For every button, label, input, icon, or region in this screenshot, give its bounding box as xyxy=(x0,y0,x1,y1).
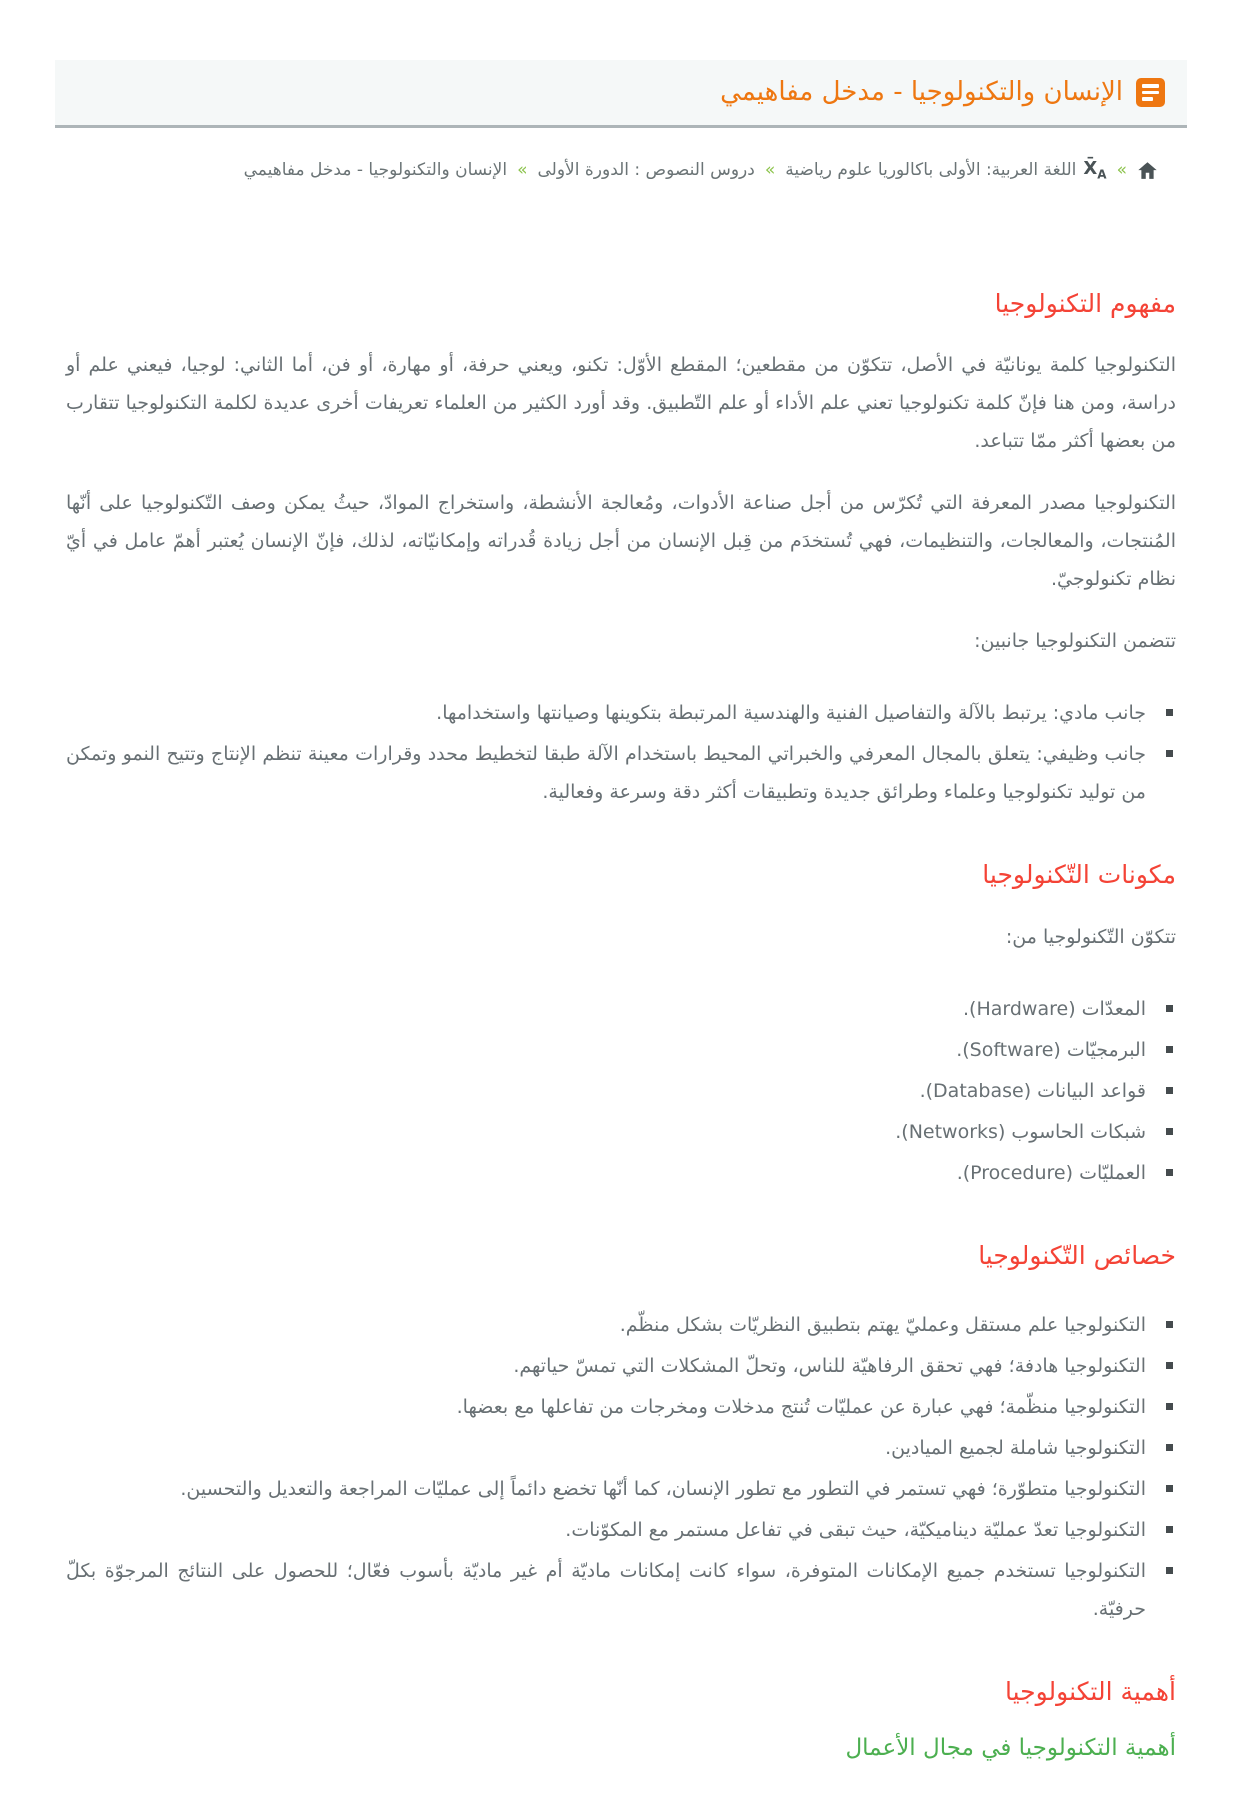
article-list-icon xyxy=(1136,78,1165,107)
list-item: التكنولوجيا منظّمة؛ فهي عبارة عن عمليّات تُنتج مدخلات ومخرجات من تفاعلها مع بعضها. xyxy=(66,1388,1176,1426)
list-item: التكنولوجيا شاملة لجميع الميادين. xyxy=(66,1429,1176,1467)
article-content xyxy=(0,288,1242,1761)
list-item: المعدّات (Hardware). xyxy=(66,990,1176,1028)
list-item: قواعد البيانات (Database). xyxy=(66,1072,1176,1110)
breadcrumb-item-current: الإنسان والتكنولوجيا - مدخل مفاهيمي xyxy=(243,160,508,180)
breadcrumb xyxy=(90,158,1158,184)
paragraph: التكنولوجيا كلمة يونانيّة في الأصل، تتكوّن من مقطعين؛ المقطع الأوّل: تكنو، ويعني حرفة، أو مهارة، أو فن، أما الثاني: لوجيا، فيعني علم أو دراسة، ومن هنا فإنّ كلمة تكنولوجيا تعني علم الأداء أو علم التّطبيق. وقد أورد الكثير من العلماء تعريفات أخرى عديدة لكلمة التكنولوجيا تتقارب من بعضها أكثر ممّا تتباعد. xyxy=(66,354,1176,452)
section-importance xyxy=(66,1676,1176,1761)
components-list xyxy=(66,990,1176,1192)
list-item: التكنولوجيا علم مستقل وعمليّ يهتم بتطبيق النظريّات بشكل منظّم. xyxy=(66,1306,1176,1344)
section-components xyxy=(66,859,1176,1192)
page-title: الإنسان والتكنولوجيا - مدخل مفاهيمي xyxy=(720,76,1123,107)
list-item: التكنولوجيا تعدّ عمليّة ديناميكيّة، حيث تبقى في تفاعل مستمر مع المكوّنات. xyxy=(66,1511,1176,1549)
characteristics-list xyxy=(66,1306,1176,1628)
list-item: التكنولوجيا تستخدم جميع الإمكانات المتوفرة، سواء كانت إمكانات ماديّة أم غير ماديّة بأسوب فعّال؛ للحصول على النتائج المرجوّة بكلّ حرفيّة. xyxy=(66,1552,1176,1628)
breadcrumb-item-label: اللغة العربية: الأولى باكالوريا علوم رياضية xyxy=(785,160,1077,180)
breadcrumb-separator-icon: « xyxy=(1116,160,1127,180)
translate-icon: $X̄_A$ xyxy=(1083,158,1107,183)
list-item: البرمجيّات (Software). xyxy=(66,1031,1176,1069)
breadcrumb-separator-icon: « xyxy=(764,160,776,180)
aspects-list xyxy=(66,694,1176,811)
list-item: التكنولوجيا هادفة؛ فهي تحقق الرفاهيّة للناس، وتحلّ المشكلات التي تمسّ حياتهم. xyxy=(66,1347,1176,1385)
breadcrumb-item-language[interactable] xyxy=(785,158,1106,184)
list-item: شبكات الحاسوب (Networks). xyxy=(66,1113,1176,1151)
home-link[interactable] xyxy=(1137,160,1158,181)
section-heading-characteristics: خصائص التّكنولوجيا xyxy=(978,1240,1176,1270)
list-item: العمليّات (Procedure). xyxy=(66,1154,1176,1192)
section-heading-components: مكونات التّكنولوجيا xyxy=(982,860,1176,889)
home-icon xyxy=(1137,160,1158,181)
paragraph: تتكوّن التّكنولوجيا من: xyxy=(1005,925,1176,948)
page-header xyxy=(55,60,1187,128)
list-item: جانب مادي: يرتبط بالآلة والتفاصيل الفنية والهندسية المرتبطة بتكوينها وصيانتها واستخدامها. xyxy=(66,694,1176,732)
section-heading-importance: أهمية التكنولوجيا xyxy=(1005,1677,1176,1706)
list-item: جانب وظيفي: يتعلق بالمجال المعرفي والخبراتي المحيط باستخدام الآلة طبقا لتخطيط محدد وقرارات معينة تنظم الإنتاج وتتيح النمو وتمكن من توليد تكنولوجيا وعلماء وطرائق جديدة وتطبيقات أكثر دقة وسرعة وفعالية. xyxy=(66,735,1176,811)
section-characteristics xyxy=(66,1240,1176,1629)
breadcrumb-separator-icon: « xyxy=(517,160,528,180)
breadcrumb-item-lessons[interactable]: دروس النصوص : الدورة الأولى xyxy=(537,160,755,180)
related-article-link[interactable]: أهمية التكنولوجيا في مجال الأعمال xyxy=(845,1734,1176,1761)
list-item: التكنولوجيا متطوّرة؛ فهي تستمر في التطور مع تطور الإنسان، كما أنّها تخضع دائماً إلى عمليّات المراجعة والتعديل والتحسين. xyxy=(66,1470,1176,1508)
section-heading-concept: مفهوم التكنولوجيا xyxy=(994,288,1176,318)
page xyxy=(0,60,1242,1761)
paragraph: التكنولوجيا مصدر المعرفة التي تُكرّس من أجل صناعة الأدوات، ومُعالجة الأنشطة، واستخراج الموادّ، حيثُ يمكن وصف التّكنولوجيا على أنّها المُنتجات، والمعالجات، والتنظيمات، فهي تُستخدَم من قِبل الإنسان من أجل زيادة قُدراته وإمكانيّاته، لذلك، فإنّ الإنسان يُعتبر أهمّ عامل في أيّ نظام تكنولوجيّ. xyxy=(66,492,1176,590)
section-concept xyxy=(66,288,1176,812)
paragraph: تتضمن التكنولوجيا جانبين: xyxy=(974,630,1176,652)
